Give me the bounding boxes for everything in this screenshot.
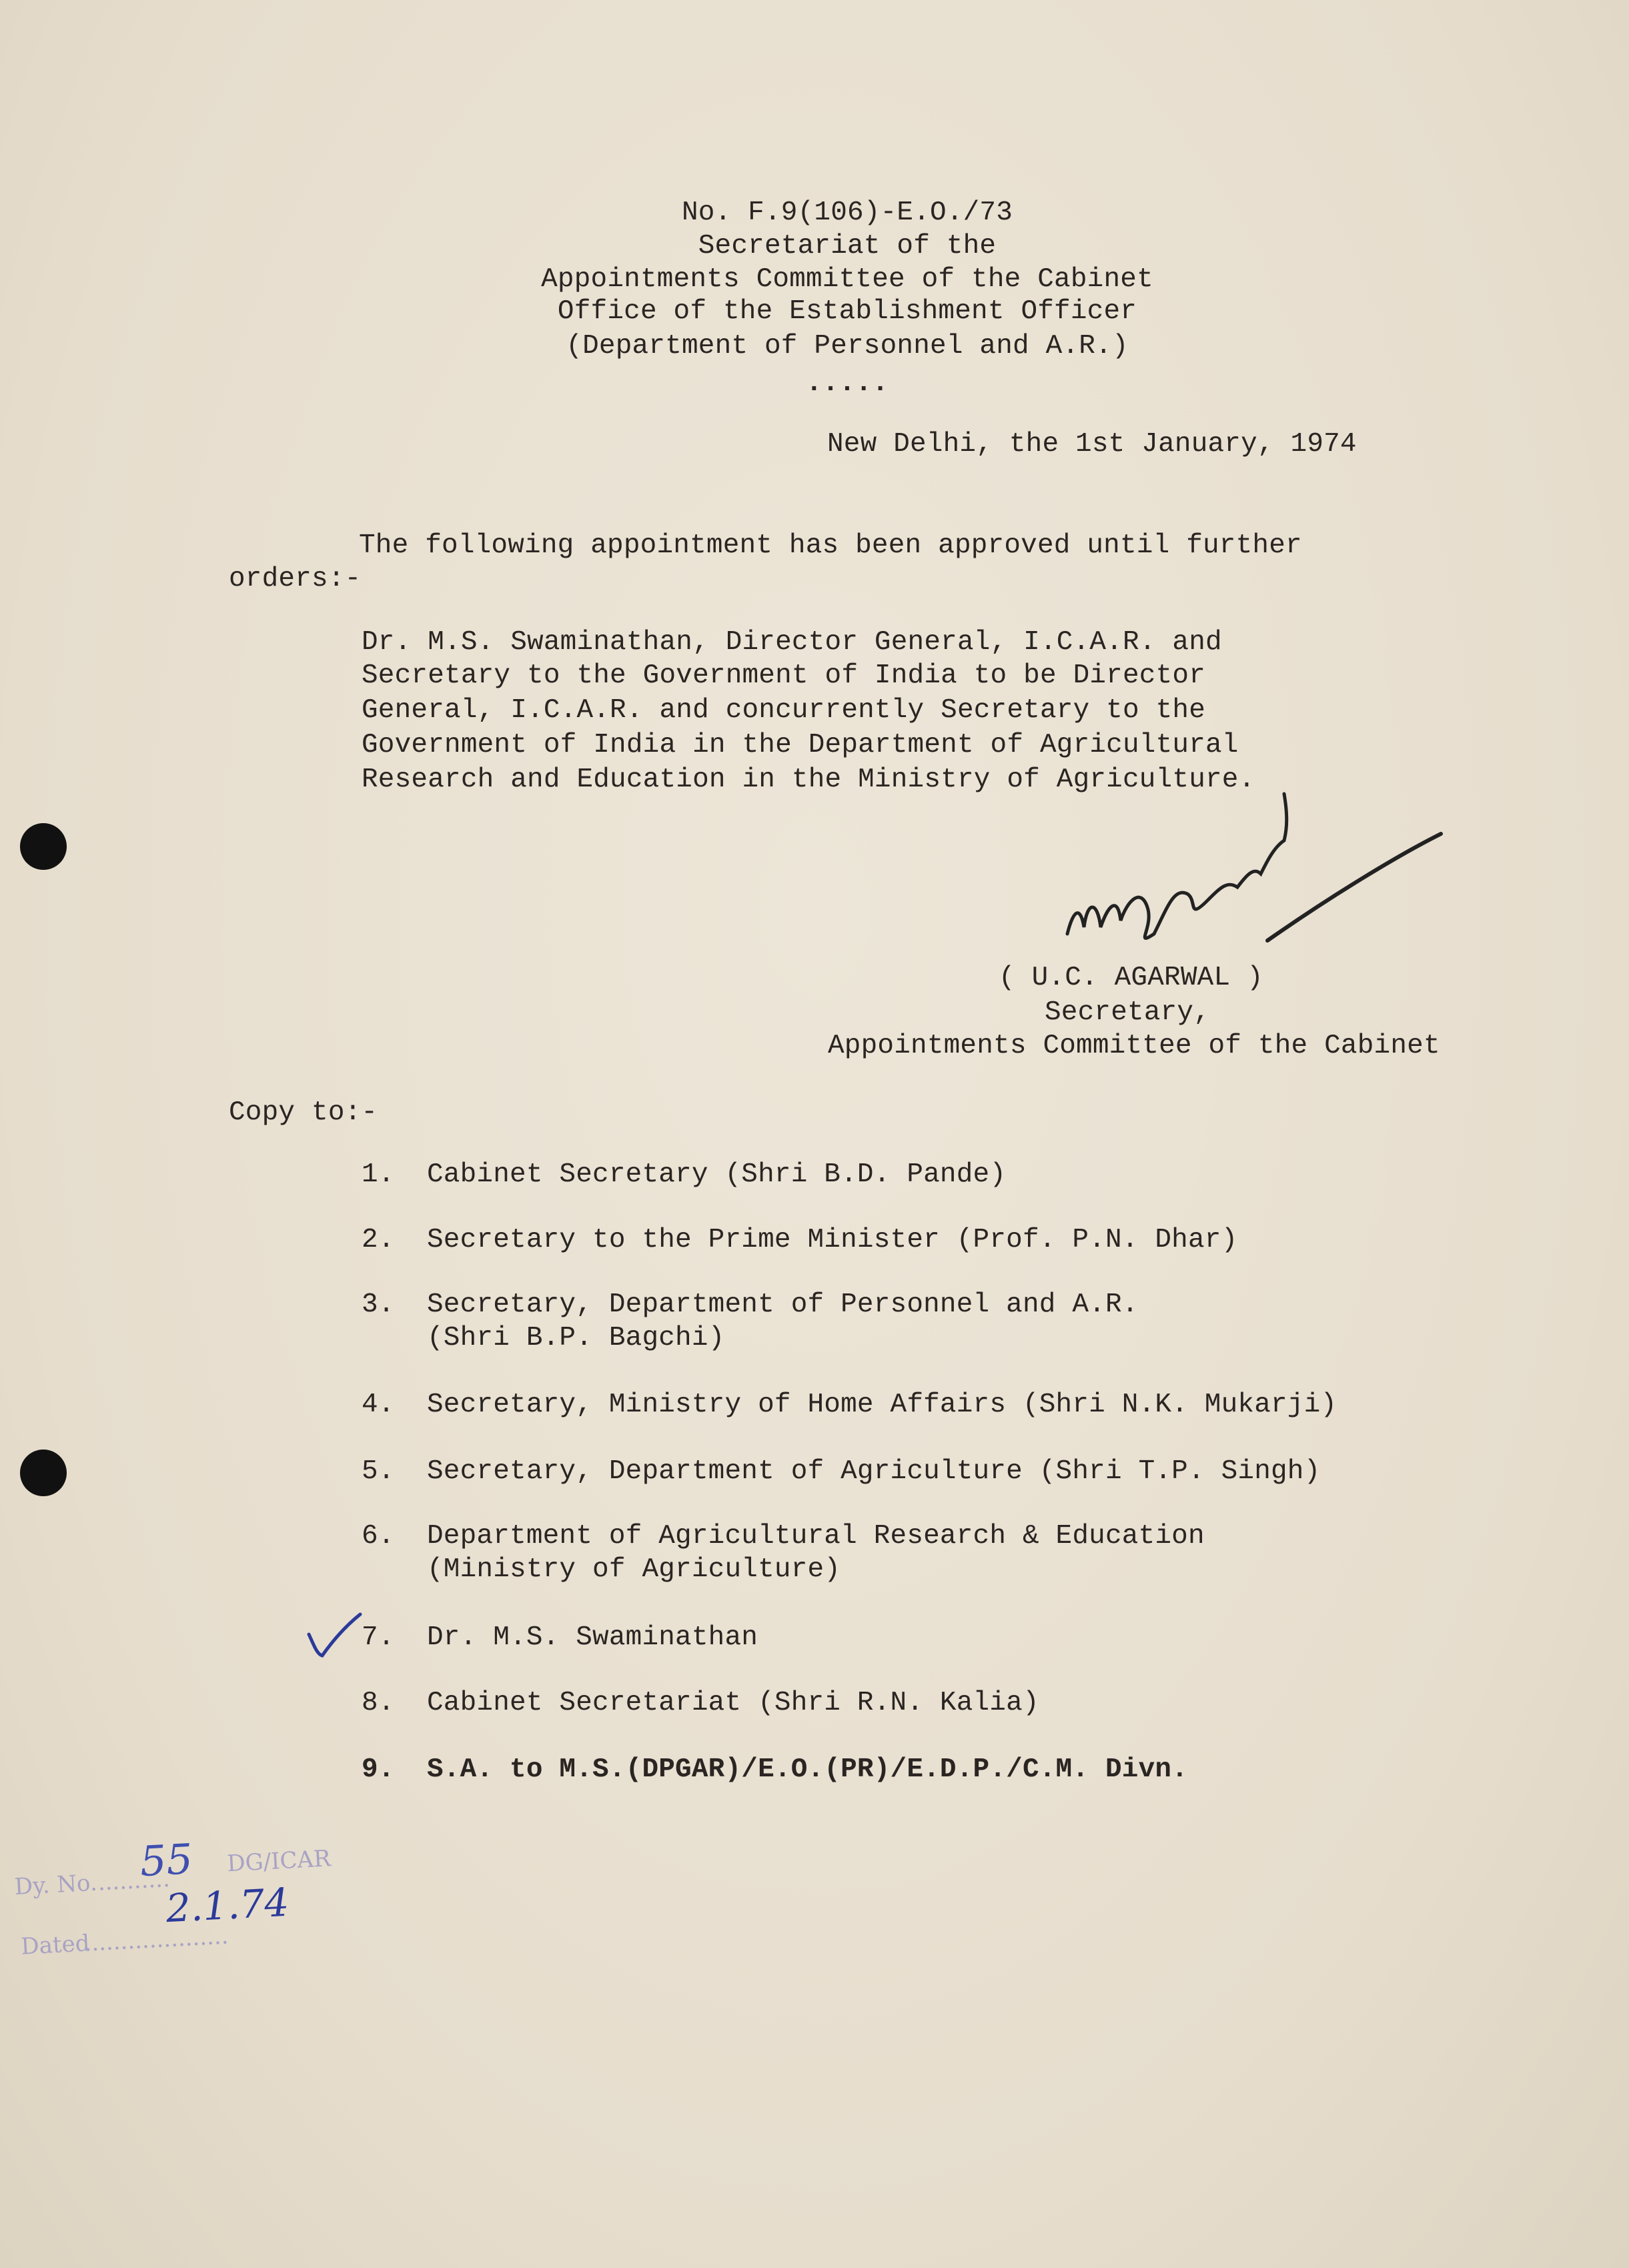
signatory-name: ( U.C. AGARWAL ) [999, 963, 1263, 993]
stamp-dy-no-label: Dy. No. [13, 1869, 98, 1901]
list-item-number: 3. [362, 1289, 395, 1320]
list-item-number: 5. [362, 1456, 395, 1487]
stamp-dots: .................... [83, 1922, 229, 1957]
list-item: Cabinet Secretary (Shri B.D. Pande) [427, 1159, 1007, 1190]
list-item-number: 8. [362, 1688, 395, 1718]
header-line: Secretariat of the [698, 231, 997, 261]
list-item: S.A. to M.S.(DPGAR)/E.O.(PR)/E.D.P./C.M. Divn. [427, 1754, 1188, 1785]
list-item-number: 7. [362, 1622, 395, 1653]
list-item-number: 9. [362, 1754, 395, 1785]
intro-text: The following appointment has been approved until further [359, 530, 1302, 561]
list-item: Department of Agricultural Research & Education [427, 1521, 1205, 1552]
copy-to-heading: Copy to:- [229, 1097, 378, 1128]
list-item-number: 4. [362, 1389, 395, 1420]
appointment-line: Research and Education in the Ministry of Agriculture. [362, 764, 1255, 795]
intro-text: orders:- [229, 564, 362, 594]
list-item-number: 6. [362, 1521, 395, 1552]
appointment-line: Secretary to the Government of India to be Director [362, 660, 1206, 691]
stamp-dy-no-value: 55 [139, 1834, 194, 1886]
date-line: New Delhi, the 1st January, 1974 [827, 429, 1357, 460]
stamp-dated-label: Dated [20, 1930, 91, 1960]
header-line: Appointments Committee of the Cabinet [541, 264, 1153, 295]
appointment-line: Government of India in the Department of Agricultural [362, 730, 1239, 760]
diary-stamp [0, 1773, 542, 1974]
list-item-number: 1. [362, 1159, 395, 1190]
stamp-office: DG/ICAR [226, 1845, 332, 1878]
list-item-number: 2. [362, 1225, 395, 1255]
list-item: Secretary, Department of Personnel and A.R. [427, 1289, 1139, 1320]
header-line: Office of the Establishment Officer [557, 296, 1137, 327]
file-number: No. F.9(106)-E.O./73 [681, 197, 1013, 228]
stamp-dots: .......... [97, 1865, 171, 1896]
handwritten-signature [1054, 774, 1468, 961]
list-item: Secretary to the Prime Minister (Prof. P.N. Dhar) [427, 1225, 1238, 1255]
list-item: Cabinet Secretariat (Shri R.N. Kalia) [427, 1688, 1039, 1718]
list-item: Dr. M.S. Swaminathan [427, 1622, 758, 1653]
appointment-line: General, I.C.A.R. and concurrently Secretary to the [362, 695, 1206, 726]
list-item: (Ministry of Agriculture) [427, 1554, 841, 1585]
punch-hole [20, 1450, 67, 1496]
list-item: Secretary, Ministry of Home Affairs (Shri N.K. Mukarji) [427, 1389, 1337, 1420]
pen-check-mark-icon [304, 1608, 364, 1661]
punch-hole [20, 823, 67, 870]
signatory-designation: Secretary, [1045, 997, 1211, 1028]
signatory-office: Appointments Committee of the Cabinet [828, 1031, 1440, 1061]
appointment-line: Dr. M.S. Swaminathan, Director General, I.C.A.R. and [362, 627, 1222, 658]
list-item: Secretary, Department of Agriculture (Shri T.P. Singh) [427, 1456, 1321, 1487]
separator: ..... [805, 368, 889, 399]
header-line: (Department of Personnel and A.R.) [566, 331, 1129, 362]
stamp-dated-value: 2.1.74 [164, 1879, 290, 1932]
list-item: (Shri B.P. Bagchi) [427, 1323, 725, 1353]
